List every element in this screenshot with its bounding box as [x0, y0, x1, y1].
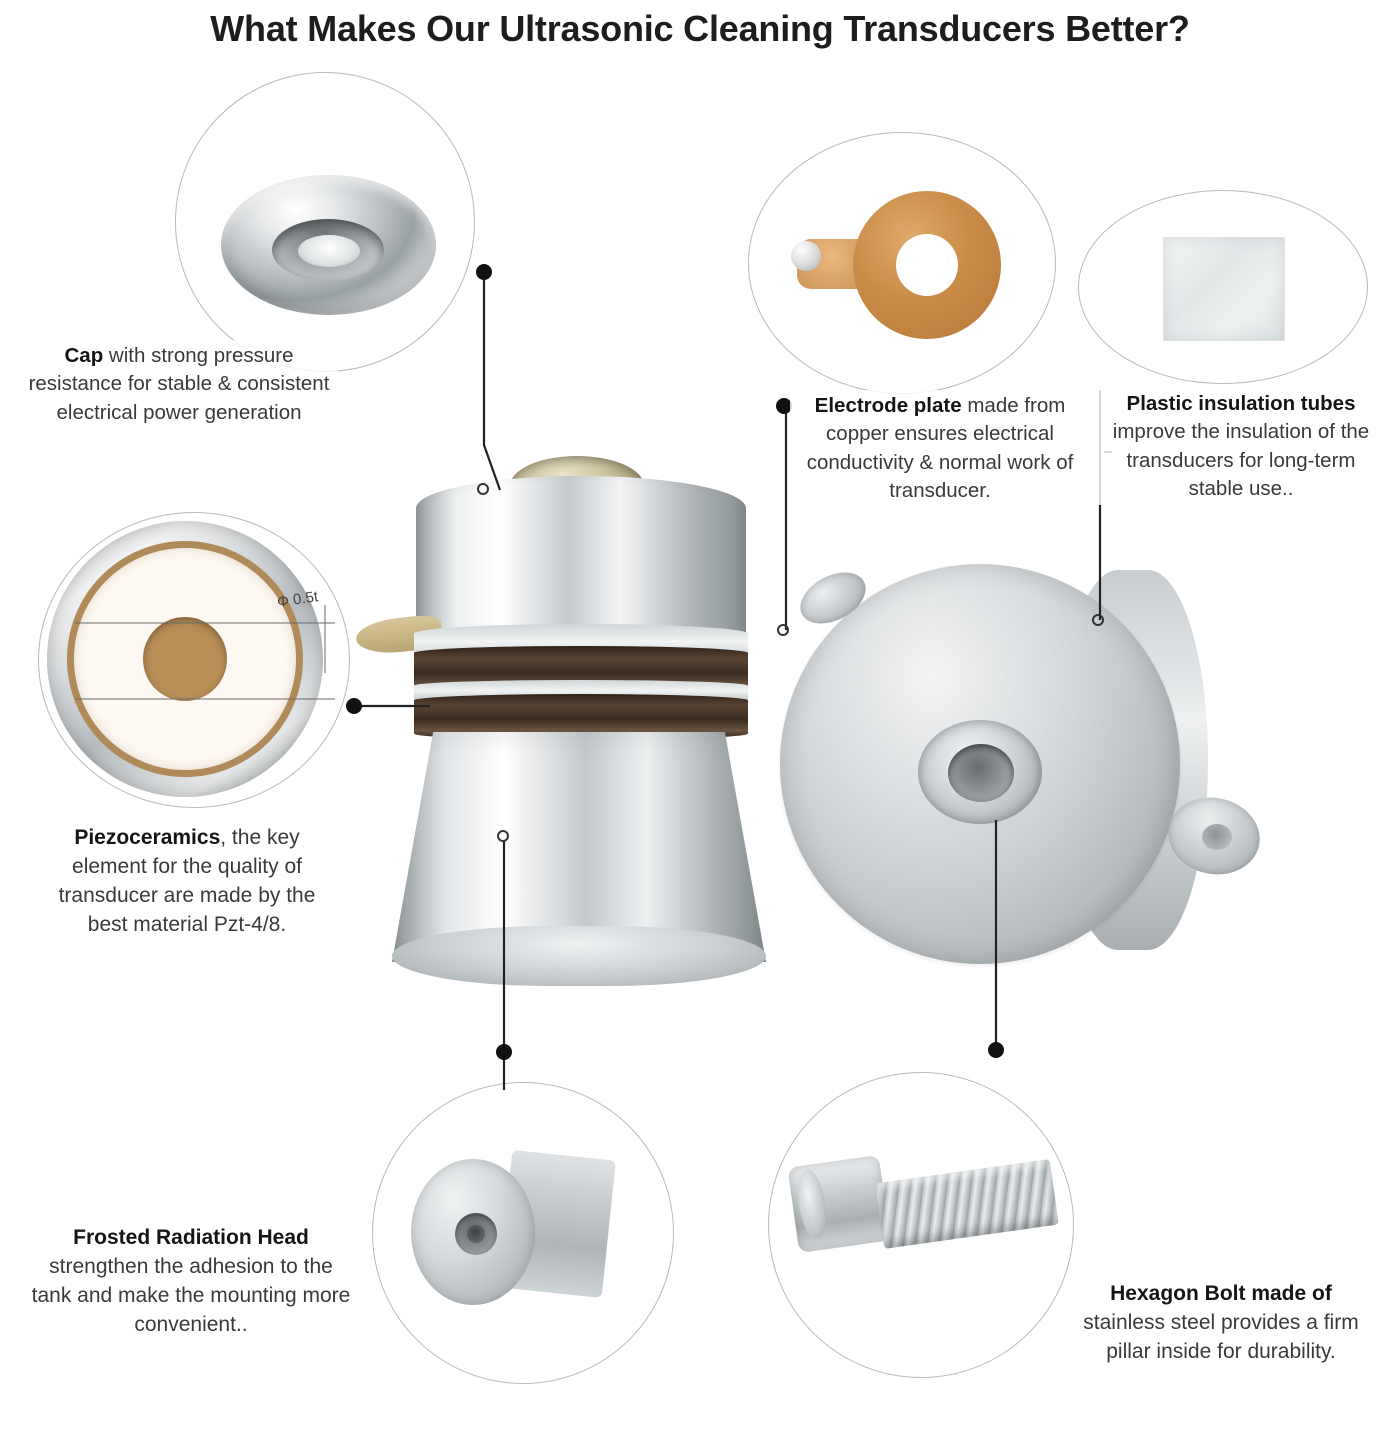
- callout-insulation-tubes: [1096, 388, 1386, 505]
- callout-hexagon-bolt-text: stainless steel provides a firm pillar inside for durability.: [1083, 1310, 1359, 1363]
- hexagon-bolt-photo-art: [769, 1073, 1073, 1377]
- cap-photo: [175, 72, 475, 372]
- piezoceramic-ring-photo-art: [39, 513, 349, 807]
- callout-electrode-plate-text: made from copper ensures electrical conductivity & normal work of transducer.: [806, 394, 1074, 502]
- callout-cap: [20, 340, 338, 429]
- insulation-tube-photo: [1078, 190, 1368, 384]
- callout-piezoceramics: [32, 822, 342, 942]
- callout-cap-text: with strong pressure resistance for stable & consistent electrical power generation: [28, 344, 330, 424]
- callout-electrode-plate: [790, 390, 1090, 507]
- callout-piezoceramics-text: , the key element for the quality of transducer are made by the best material Pzt-4/8.: [58, 826, 316, 936]
- callout-insulation-tubes-label: Plastic insulation tubes: [1126, 392, 1356, 415]
- cap-photo-art: [176, 73, 474, 371]
- transducer-side-photo: [770, 548, 1310, 1018]
- callout-insulation-tubes-text: improve the insulation of the transducers for long-term stable use..: [1112, 420, 1370, 500]
- callout-electrode-plate-label: Electrode plate: [814, 394, 962, 417]
- callout-radiation-head-text: strengthen the adhesion to the tank and make the mounting more convenient..: [31, 1254, 351, 1336]
- transducer-main-photo: [368, 432, 788, 992]
- callout-hexagon-bolt: [1066, 1278, 1376, 1369]
- hexagon-bolt-photo: [768, 1072, 1074, 1378]
- callout-radiation-head-label: Frosted Radiation Head: [73, 1226, 309, 1249]
- callout-cap-label: Cap: [64, 344, 104, 367]
- page-title: What Makes Our Ultrasonic Cleaning Transducers Better?: [210, 8, 1190, 49]
- callout-piezoceramics-label: Piezoceramics: [74, 826, 221, 849]
- callout-radiation-head: [26, 1222, 356, 1342]
- radiation-head-photo-art: [373, 1083, 673, 1383]
- piezo-dimension-lines: [39, 513, 350, 808]
- electrode-plate-photo: [748, 132, 1056, 394]
- insulation-tube-photo-art: [1079, 191, 1367, 383]
- piezoceramic-ring-photo: [38, 512, 350, 808]
- radiation-head-photo: [372, 1082, 674, 1384]
- callout-hexagon-bolt-label: Hexagon Bolt made of: [1110, 1282, 1332, 1305]
- electrode-plate-photo-art: [749, 133, 1055, 393]
- piezo-dimension-label: Φ 0.5t: [276, 588, 320, 611]
